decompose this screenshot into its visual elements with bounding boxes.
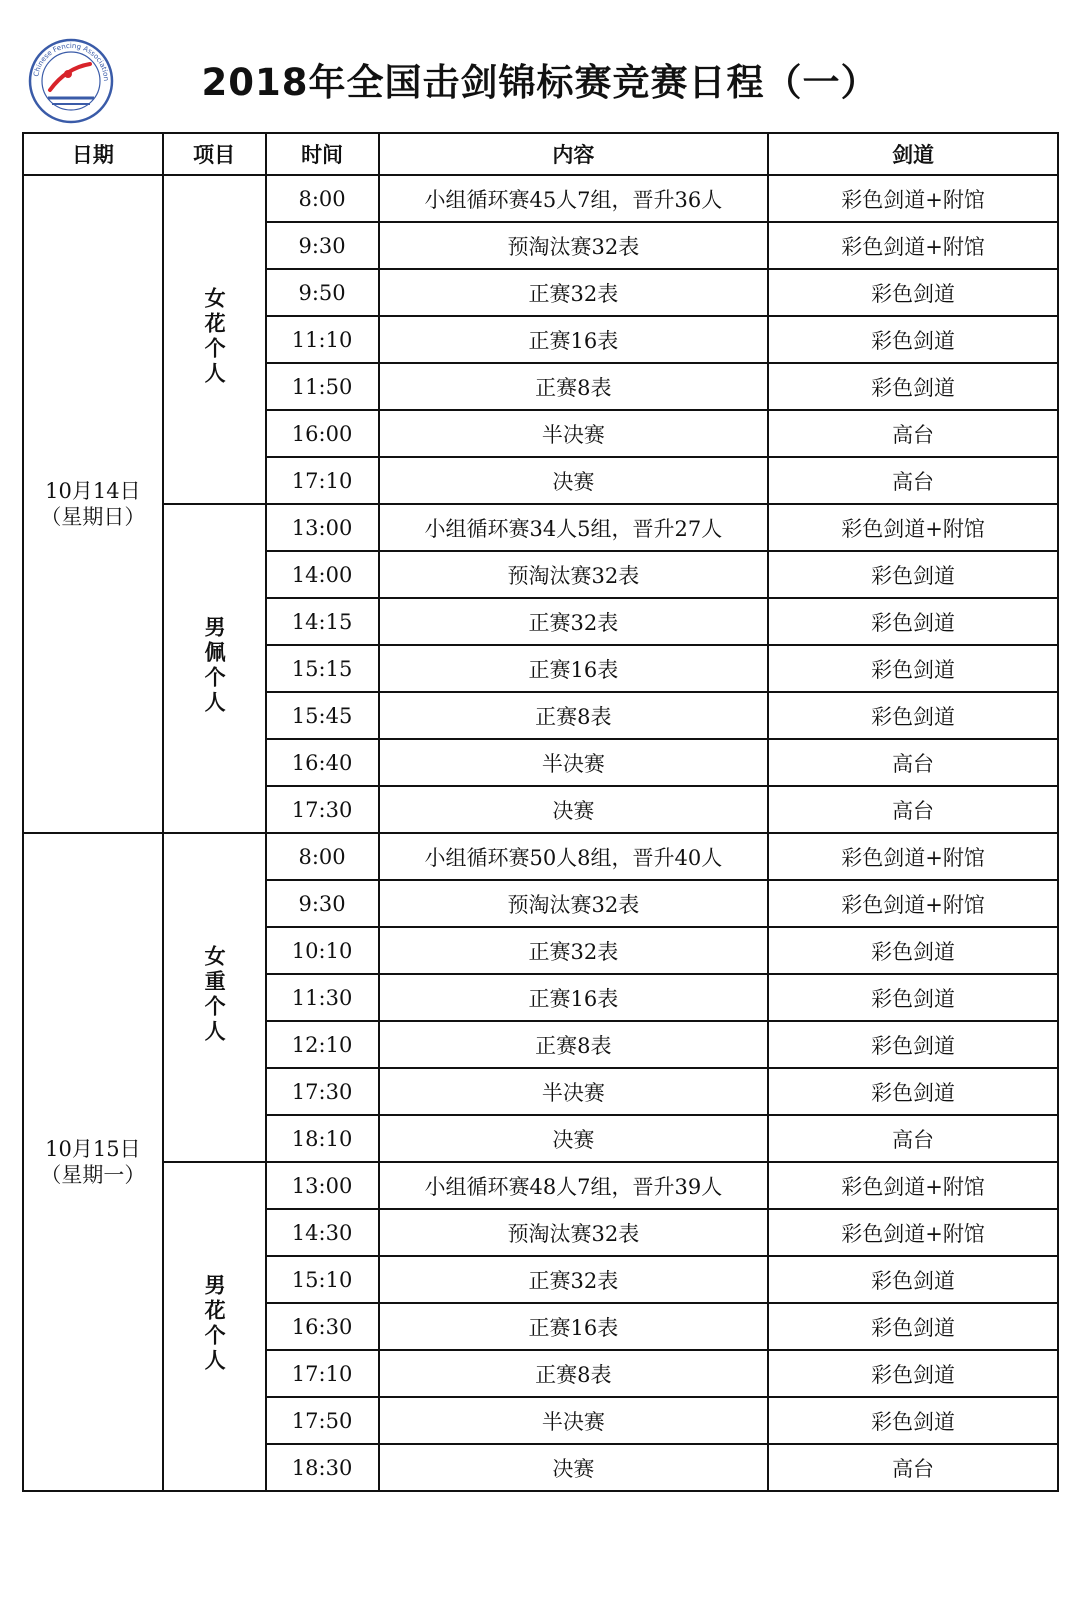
time-cell: 15:10 <box>266 1256 379 1303</box>
logo-ring-text: Chinese Fencing Association <box>32 41 111 82</box>
venue-cell: 彩色剑道+附馆 <box>768 1209 1058 1256</box>
event-cell <box>163 833 266 1162</box>
venue-cell: 彩色剑道 <box>768 598 1058 645</box>
time-cell: 11:50 <box>266 363 379 410</box>
venue-cell: 高台 <box>768 1444 1058 1491</box>
table-row <box>23 175 1058 222</box>
event-cell <box>163 175 266 504</box>
venue-cell: 彩色剑道 <box>768 316 1058 363</box>
time-cell: 14:30 <box>266 1209 379 1256</box>
venue-cell: 高台 <box>768 786 1058 833</box>
venue-cell: 彩色剑道 <box>768 1068 1058 1115</box>
time-cell: 10:10 <box>266 927 379 974</box>
venue-cell: 彩色剑道 <box>768 974 1058 1021</box>
time-cell: 13:00 <box>266 504 379 551</box>
time-cell: 16:30 <box>266 1303 379 1350</box>
page-title: 2018年全国击剑锦标赛竞赛日程（一） <box>201 61 879 104</box>
venue-cell: 高台 <box>768 1115 1058 1162</box>
content-cell: 正赛8表 <box>379 692 769 739</box>
content-cell: 正赛8表 <box>379 1021 769 1068</box>
venue-cell: 彩色剑道+附馆 <box>768 504 1058 551</box>
venue-cell: 彩色剑道 <box>768 1021 1058 1068</box>
schedule-table <box>22 132 1059 1492</box>
venue-cell: 彩色剑道+附馆 <box>768 833 1058 880</box>
content-cell: 小组循环赛48人7组，晋升39人 <box>379 1162 769 1209</box>
venue-cell: 彩色剑道+附馆 <box>768 1162 1058 1209</box>
time-cell: 17:30 <box>266 1068 379 1115</box>
header-event: 项目 <box>163 133 266 175</box>
schedule-body <box>23 175 1058 1491</box>
content-cell: 决赛 <box>379 457 769 504</box>
event-name: 男花个人 <box>202 1274 227 1374</box>
time-cell: 17:10 <box>266 457 379 504</box>
venue-cell: 彩色剑道 <box>768 269 1058 316</box>
time-cell: 9:30 <box>266 222 379 269</box>
weekday-text: （星期一） <box>40 1163 146 1187</box>
content-cell: 预淘汰赛32表 <box>379 551 769 598</box>
content-cell: 决赛 <box>379 1444 769 1491</box>
time-cell: 13:00 <box>266 1162 379 1209</box>
venue-cell: 高台 <box>768 457 1058 504</box>
table-row <box>23 833 1058 880</box>
date-cell <box>23 175 163 833</box>
content-cell: 正赛16表 <box>379 974 769 1021</box>
time-cell: 16:40 <box>266 739 379 786</box>
content-cell: 半决赛 <box>379 410 769 457</box>
time-cell: 9:30 <box>266 880 379 927</box>
time-cell: 15:45 <box>266 692 379 739</box>
venue-cell: 彩色剑道 <box>768 1256 1058 1303</box>
date-cell <box>23 833 163 1491</box>
content-cell: 正赛32表 <box>379 927 769 974</box>
time-cell: 8:00 <box>266 175 379 222</box>
venue-cell: 高台 <box>768 410 1058 457</box>
venue-cell: 彩色剑道+附馆 <box>768 222 1058 269</box>
content-cell: 小组循环赛45人7组，晋升36人 <box>379 175 769 222</box>
venue-cell: 彩色剑道 <box>768 692 1058 739</box>
venue-cell: 彩色剑道+附馆 <box>768 880 1058 927</box>
weekday-text: （星期日） <box>40 505 146 529</box>
time-cell: 11:10 <box>266 316 379 363</box>
time-cell: 12:10 <box>266 1021 379 1068</box>
content-cell: 半决赛 <box>379 1397 769 1444</box>
time-cell: 11:30 <box>266 974 379 1021</box>
table-row <box>23 1162 1058 1209</box>
content-cell: 半决赛 <box>379 1068 769 1115</box>
venue-cell: 彩色剑道 <box>768 551 1058 598</box>
content-cell: 预淘汰赛32表 <box>379 880 769 927</box>
content-cell: 正赛16表 <box>379 1303 769 1350</box>
venue-cell: 高台 <box>768 739 1058 786</box>
event-cell <box>163 1162 266 1491</box>
event-name: 女重个人 <box>202 945 227 1045</box>
venue-cell: 彩色剑道 <box>768 645 1058 692</box>
content-cell: 预淘汰赛32表 <box>379 1209 769 1256</box>
time-cell: 17:10 <box>266 1350 379 1397</box>
time-cell: 15:15 <box>266 645 379 692</box>
time-cell: 17:50 <box>266 1397 379 1444</box>
content-cell: 正赛8表 <box>379 363 769 410</box>
content-cell: 正赛16表 <box>379 645 769 692</box>
table-row <box>23 504 1058 551</box>
time-cell: 14:00 <box>266 551 379 598</box>
header-date: 日期 <box>23 133 163 175</box>
content-cell: 正赛32表 <box>379 598 769 645</box>
date-text: 10月15日 <box>45 1137 141 1161</box>
content-cell: 决赛 <box>379 1115 769 1162</box>
content-cell: 正赛8表 <box>379 1350 769 1397</box>
content-cell: 正赛32表 <box>379 1256 769 1303</box>
venue-cell: 彩色剑道 <box>768 1303 1058 1350</box>
venue-cell: 彩色剑道 <box>768 1397 1058 1444</box>
content-cell: 半决赛 <box>379 739 769 786</box>
header-content: 内容 <box>379 133 769 175</box>
event-cell <box>163 504 266 833</box>
header-time: 时间 <box>266 133 379 175</box>
content-cell: 小组循环赛34人5组，晋升27人 <box>379 504 769 551</box>
time-cell: 8:00 <box>266 833 379 880</box>
time-cell: 18:10 <box>266 1115 379 1162</box>
time-cell: 18:30 <box>266 1444 379 1491</box>
time-cell: 16:00 <box>266 410 379 457</box>
venue-cell: 彩色剑道 <box>768 1350 1058 1397</box>
content-cell: 正赛16表 <box>379 316 769 363</box>
content-cell: 正赛32表 <box>379 269 769 316</box>
time-cell: 17:30 <box>266 786 379 833</box>
time-cell: 14:15 <box>266 598 379 645</box>
content-cell: 预淘汰赛32表 <box>379 222 769 269</box>
venue-cell: 彩色剑道+附馆 <box>768 175 1058 222</box>
event-name: 男佩个人 <box>202 616 227 716</box>
venue-cell: 彩色剑道 <box>768 927 1058 974</box>
date-text: 10月14日 <box>45 479 141 503</box>
time-cell: 9:50 <box>266 269 379 316</box>
event-name: 女花个人 <box>202 287 227 387</box>
table-header-row <box>23 133 1058 175</box>
venue-cell: 彩色剑道 <box>768 363 1058 410</box>
content-cell: 小组循环赛50人8组，晋升40人 <box>379 833 769 880</box>
content-cell: 决赛 <box>379 786 769 833</box>
header-venue: 剑道 <box>768 133 1058 175</box>
